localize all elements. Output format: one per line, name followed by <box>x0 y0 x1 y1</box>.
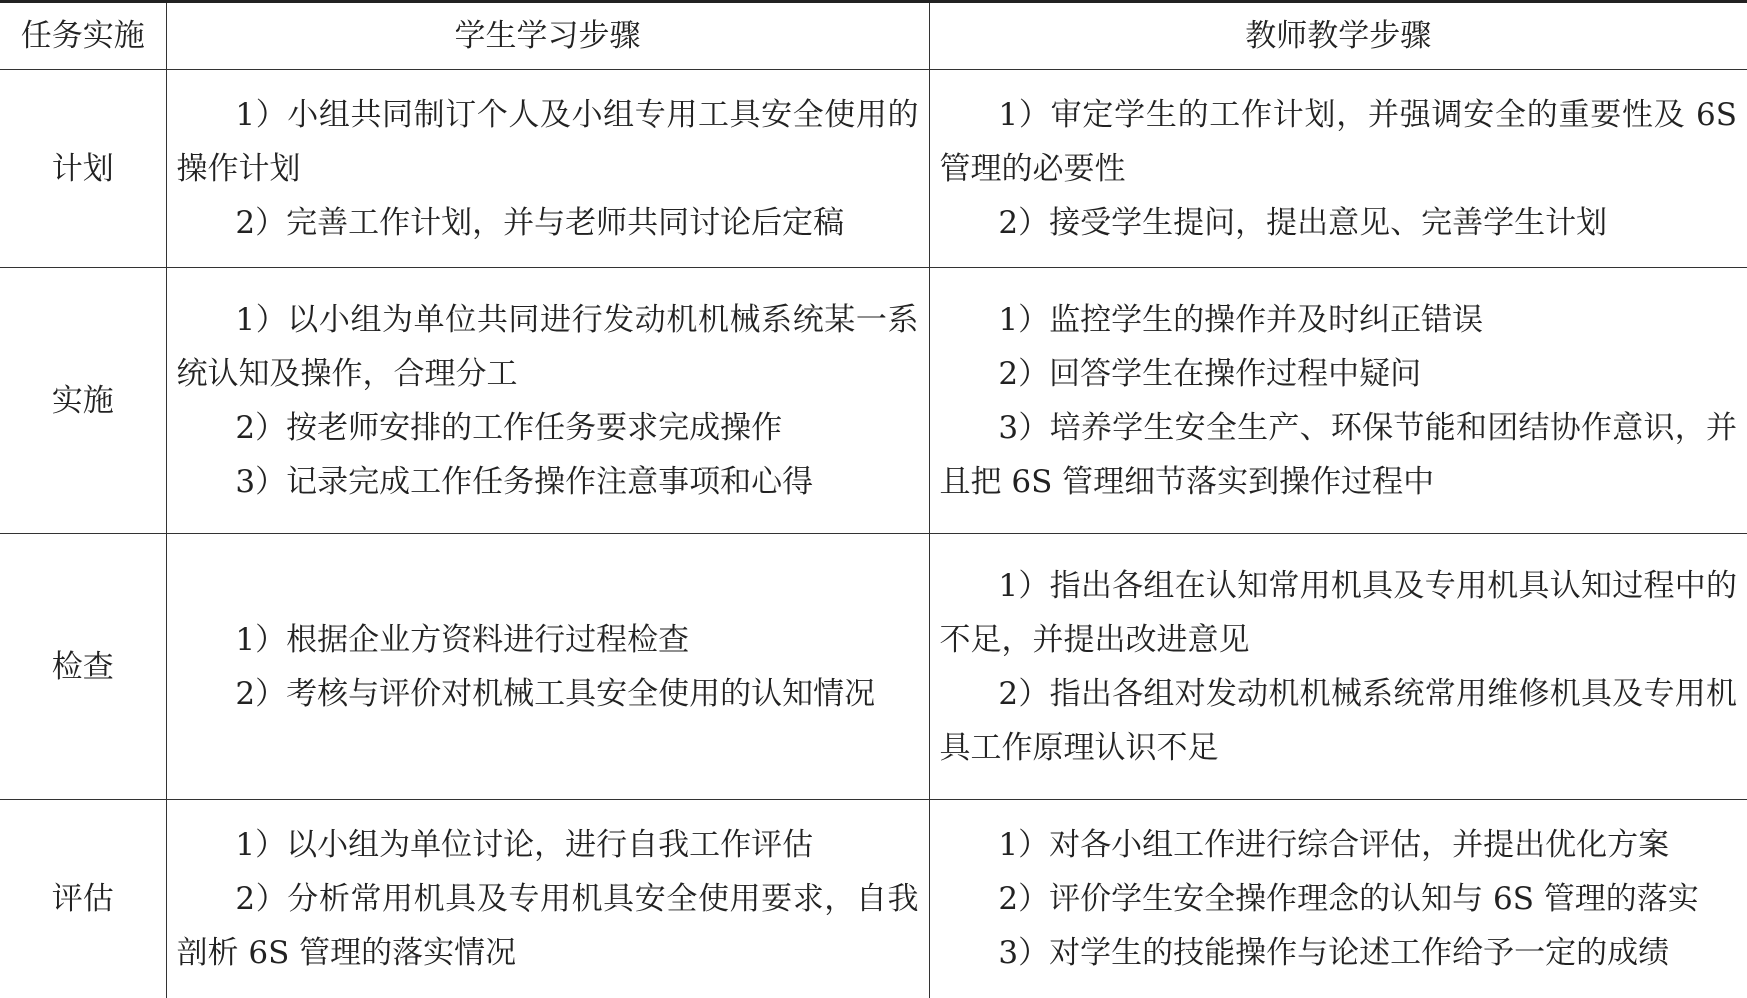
teacher-step: 3）培养学生安全生产、环保节能和团结协作意识，并且把 6S 管理细节落实到操作过程中 <box>939 409 1737 500</box>
table-row-check <box>0 534 1747 800</box>
student-step: 1）根据企业方资料进行过程检查 <box>235 621 690 658</box>
student-steps-cell <box>166 534 929 800</box>
student-step: 2）完善工作计划，并与老师共同讨论后定稿 <box>235 204 845 241</box>
student-steps-cell <box>166 268 929 534</box>
teacher-steps-cell <box>929 534 1747 800</box>
teacher-step: 2）指出各组对发动机机械系统常用维修机具及专用机具工作原理认识不足 <box>939 675 1737 766</box>
phase-cell: 检查 <box>0 534 166 800</box>
student-steps-cell <box>166 70 929 268</box>
phase-cell: 计划 <box>0 70 166 268</box>
teacher-step: 1）对各小组工作进行综合评估，并提出优化方案 <box>998 827 1670 863</box>
teacher-steps-cell <box>929 800 1747 998</box>
student-step: 2）分析常用机具及专用机具安全使用要求，自我剖析 6S 管理的落实情况 <box>176 881 919 971</box>
teacher-step: 1）审定学生的工作计划，并强调安全的重要性及 6S 管理的必要性 <box>939 96 1737 187</box>
teacher-steps-cell <box>929 268 1747 534</box>
phase-cell: 实施 <box>0 268 166 534</box>
student-step: 2）按老师安排的工作任务要求完成操作 <box>235 409 783 446</box>
teacher-step: 2）回答学生在操作过程中疑问 <box>998 355 1422 392</box>
header-teacher-steps: 教师教学步骤 <box>929 2 1747 70</box>
header-student-steps: 学生学习步骤 <box>166 2 929 70</box>
header-task-phase: 任务实施 <box>0 2 166 70</box>
student-steps-cell <box>166 800 929 998</box>
table-row-implement <box>0 268 1747 534</box>
student-step: 1）小组共同制订个人及小组专用工具安全使用的操作计划 <box>176 96 919 187</box>
phase-cell: 评估 <box>0 800 166 998</box>
table-row-evaluate <box>0 800 1747 998</box>
teacher-step: 2）评价学生安全操作理念的认知与 6S 管理的落实 <box>998 881 1699 917</box>
student-step: 3）记录完成工作任务操作注意事项和心得 <box>235 463 814 500</box>
table-header-row <box>0 2 1747 70</box>
teacher-step: 1）监控学生的操作并及时纠正错误 <box>998 301 1484 338</box>
table-row-plan <box>0 70 1747 268</box>
teacher-step: 3）对学生的技能操作与论述工作给予一定的成绩 <box>998 935 1670 971</box>
student-step: 1）以小组为单位讨论，进行自我工作评估 <box>235 827 814 863</box>
teacher-step: 2）接受学生提问，提出意见、完善学生计划 <box>998 204 1608 241</box>
student-step: 2）考核与评价对机械工具安全使用的认知情况 <box>235 675 876 712</box>
teacher-step: 1）指出各组在认知常用机具及专用机具认知过程中的不足，并提出改进意见 <box>939 567 1737 658</box>
teacher-steps-cell <box>929 70 1747 268</box>
student-step: 1）以小组为单位共同进行发动机机械系统某一系统认知及操作，合理分工 <box>176 301 919 392</box>
